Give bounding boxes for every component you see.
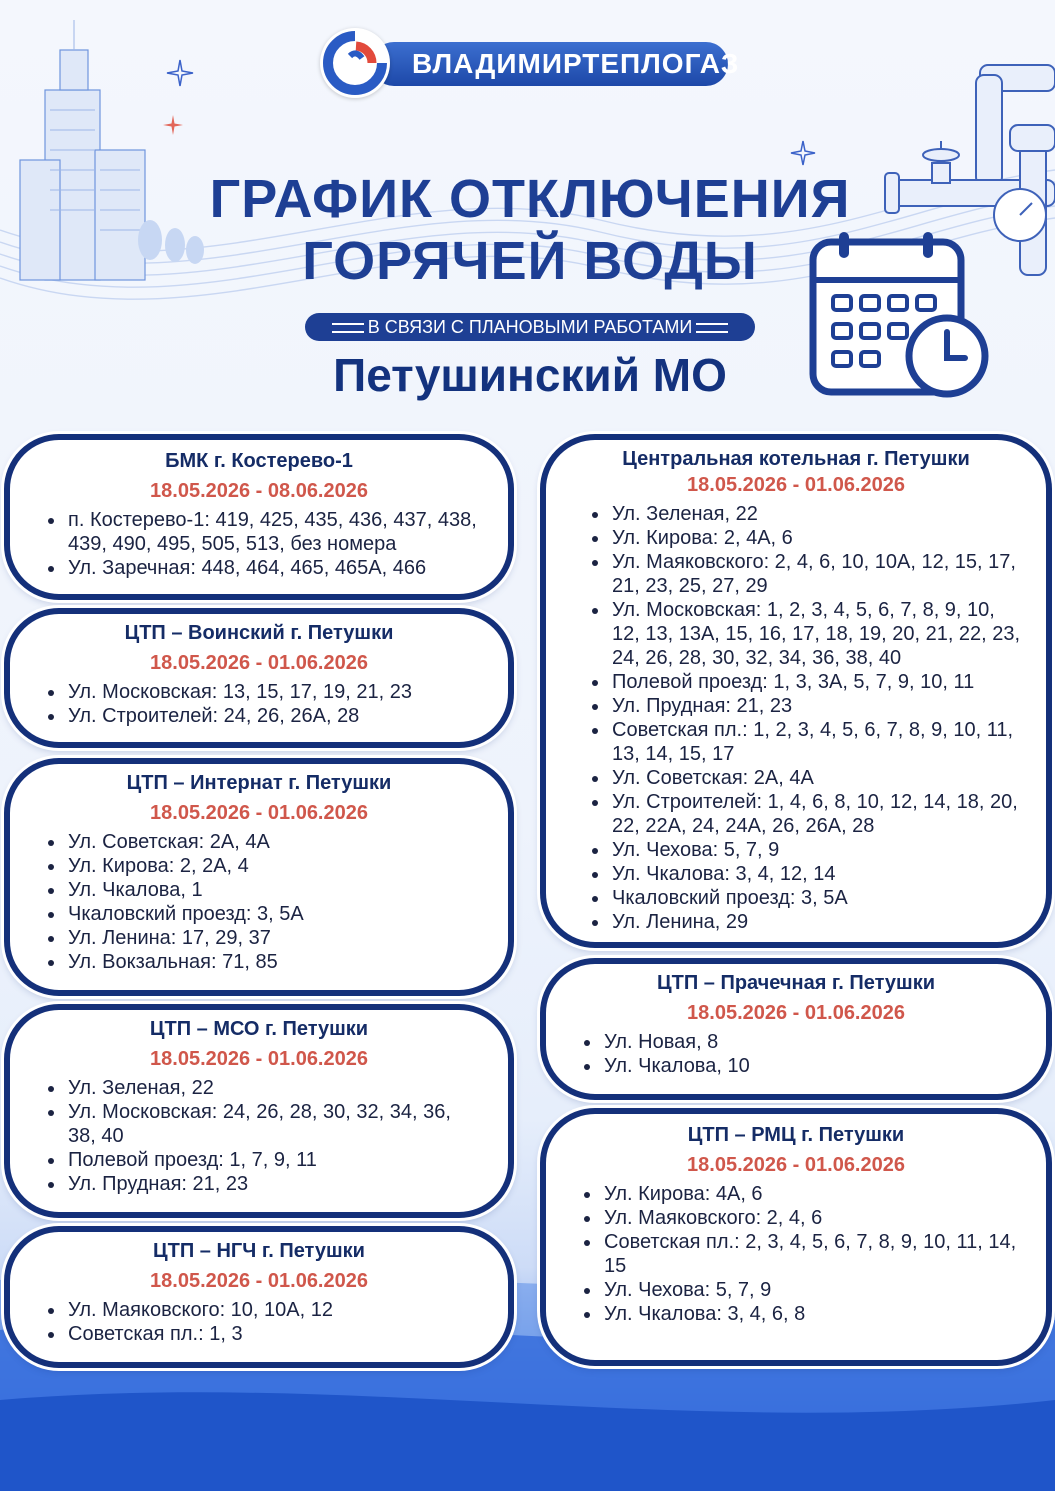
brand-logo bbox=[320, 28, 740, 100]
list-item: Чкаловский проезд: 3, 5А bbox=[612, 886, 1026, 910]
list-item: Ул. Маяковского: 2, 4, 6, 10, 10А, 12, 15, 17, 21, 23, 25, 27, 29 bbox=[612, 550, 1026, 598]
address-list bbox=[546, 502, 1046, 934]
list-item: Ул. Кирова: 4А, 6 bbox=[604, 1182, 1026, 1206]
card-title: Центральная котельная г. Петушки bbox=[622, 448, 970, 470]
sparkle-icon bbox=[790, 140, 816, 166]
list-item: Ул. Строителей: 24, 26, 26А, 28 bbox=[68, 704, 508, 728]
schedule-card-mso bbox=[4, 1004, 514, 1218]
list-item: Ул. Советская: 2А, 4А bbox=[612, 766, 1026, 790]
card-dates: 18.05.2026 - 01.06.2026 bbox=[150, 1270, 368, 1292]
brand-emblem bbox=[320, 28, 390, 98]
schedule-card-kosterevo bbox=[4, 434, 514, 600]
list-item: Ул. Московская: 1, 2, 3, 4, 5, 6, 7, 8, 9, 10, 12, 13, 13А, 15, 16, 17, 18, 19, 20, 21, 22, 23, 24, 26, 28, 30, 32, 34, 36, 38, 40 bbox=[612, 598, 1026, 670]
list-item: Советская пл.: 1, 3 bbox=[68, 1322, 508, 1346]
list-item: Советская пл.: 2, 3, 4, 5, 6, 7, 8, 9, 10, 11, 14, 15 bbox=[604, 1230, 1026, 1278]
list-item: Ул. Маяковского: 10, 10А, 12 bbox=[68, 1298, 508, 1322]
list-item: Ул. Новая, 8 bbox=[604, 1030, 1046, 1054]
card-dates: 18.05.2026 - 01.06.2026 bbox=[150, 1048, 368, 1070]
address-list bbox=[10, 508, 508, 580]
list-item: Ул. Московская: 24, 26, 28, 30, 32, 34, 36, 38, 40 bbox=[68, 1100, 468, 1148]
card-dates: 18.05.2026 - 01.06.2026 bbox=[687, 474, 905, 496]
page-title-line2: ГОРЯЧЕЙ ВОДЫ bbox=[302, 231, 758, 291]
list-item: Ул. Кирова: 2, 4А, 6 bbox=[612, 526, 1026, 550]
brand-name: ВЛАДИМИРТЕПЛОГАЗ bbox=[412, 48, 740, 79]
district-title: Петушинский МО bbox=[333, 349, 727, 401]
list-item: Ул. Чехова: 5, 7, 9 bbox=[612, 838, 1026, 862]
card-title: ЦТП – МСО г. Петушки bbox=[149, 1018, 369, 1040]
list-item: Ул. Кирова: 2, 2А, 4 bbox=[68, 854, 508, 878]
card-dates: 18.05.2026 - 01.06.2026 bbox=[150, 802, 368, 824]
sparkle-icon bbox=[165, 58, 195, 88]
list-item: Советская пл.: 1, 2, 3, 4, 5, 6, 7, 8, 9, 10, 11, 13, 14, 15, 17 bbox=[612, 718, 1026, 766]
list-item: Ул. Зеленая, 22 bbox=[68, 1076, 468, 1100]
schedule-card-internat bbox=[4, 758, 514, 996]
schedule-card-central bbox=[540, 434, 1052, 948]
subtitle-deco-right bbox=[696, 323, 728, 333]
list-item: Ул. Заречная: 448, 464, 465, 465А, 466 bbox=[68, 556, 508, 580]
list-item: Ул. Чехова: 5, 7, 9 bbox=[604, 1278, 1026, 1302]
card-title: ЦТП – Интернат г. Петушки bbox=[126, 772, 392, 794]
card-title: ЦТП – Прачечная г. Петушки bbox=[657, 972, 935, 994]
card-dates: 18.05.2026 - 01.06.2026 bbox=[687, 1154, 905, 1176]
address-list bbox=[10, 830, 508, 974]
card-dates: 18.05.2026 - 01.06.2026 bbox=[150, 652, 368, 674]
card-title: ЦТП – РМЦ г. Петушки bbox=[687, 1124, 905, 1146]
card-title: ЦТП – Воинский г. Петушки bbox=[124, 622, 394, 644]
schedule-card-voinsky bbox=[4, 608, 514, 748]
list-item: Ул. Маяковского: 2, 4, 6 bbox=[604, 1206, 1026, 1230]
card-dates: 18.05.2026 - 01.06.2026 bbox=[687, 1002, 905, 1024]
card-title: ЦТП – НГЧ г. Петушки bbox=[153, 1240, 365, 1262]
list-item: п. Костерево-1: 419, 425, 435, 436, 437, 438, 439, 490, 495, 505, 513, без номера bbox=[68, 508, 508, 556]
brand-emblem-icon bbox=[320, 28, 390, 98]
list-item: Полевой проезд: 1, 3, 3А, 5, 7, 9, 10, 11 bbox=[612, 670, 1026, 694]
list-item: Полевой проезд: 1, 7, 9, 11 bbox=[68, 1148, 468, 1172]
address-list bbox=[10, 680, 508, 728]
subtitle-text: В СВЯЗИ С ПЛАНОВЫМИ РАБОТАМИ bbox=[367, 317, 693, 337]
list-item: Ул. Советская: 2А, 4А bbox=[68, 830, 508, 854]
subtitle-banner bbox=[305, 313, 755, 341]
subtitle-deco-left bbox=[332, 323, 364, 333]
list-item: Ул. Вокзальная: 71, 85 bbox=[68, 950, 508, 974]
list-item: Ул. Прудная: 21, 23 bbox=[612, 694, 1026, 718]
list-item: Ул. Ленина, 29 bbox=[612, 910, 1026, 934]
list-item: Ул. Прудная: 21, 23 bbox=[68, 1172, 468, 1196]
address-list bbox=[546, 1182, 1046, 1326]
list-item: Ул. Чкалова: 3, 4, 12, 14 bbox=[612, 862, 1026, 886]
schedule-card-ngch bbox=[4, 1226, 514, 1368]
list-item: Ул. Чкалова: 3, 4, 6, 8 bbox=[604, 1302, 1026, 1326]
list-item: Чкаловский проезд: 3, 5А bbox=[68, 902, 508, 926]
address-list bbox=[546, 1030, 1046, 1078]
card-dates: 18.05.2026 - 08.06.2026 bbox=[150, 480, 368, 502]
list-item: Ул. Московская: 13, 15, 17, 19, 21, 23 bbox=[68, 680, 508, 704]
schedule-card-prachechnaya bbox=[540, 958, 1052, 1100]
page-title bbox=[160, 168, 900, 292]
sparkle-icon bbox=[162, 114, 184, 136]
list-item: Ул. Зеленая, 22 bbox=[612, 502, 1026, 526]
list-item: Ул. Чкалова, 1 bbox=[68, 878, 508, 902]
page-title-line1: ГРАФИК ОТКЛЮЧЕНИЯ bbox=[209, 169, 851, 229]
address-list bbox=[10, 1076, 508, 1196]
schedule-card-rmc bbox=[540, 1108, 1052, 1366]
card-title: БМК г. Костерево-1 bbox=[165, 450, 353, 472]
address-list bbox=[10, 1298, 508, 1346]
list-item: Ул. Строителей: 1, 4, 6, 8, 10, 12, 14, 18, 20, 22, 22А, 24, 24А, 26, 26А, 28 bbox=[612, 790, 1026, 838]
list-item: Ул. Ленина: 17, 29, 37 bbox=[68, 926, 508, 950]
list-item: Ул. Чкалова, 10 bbox=[604, 1054, 1046, 1078]
